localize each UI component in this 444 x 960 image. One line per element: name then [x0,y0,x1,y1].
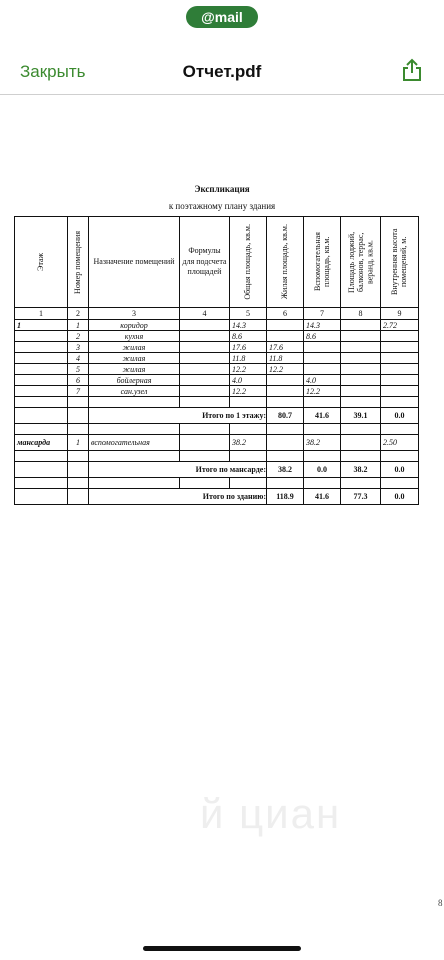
cell: 12.2 [304,386,341,397]
column-number-row [15,308,419,320]
total-value: 80.7 [267,408,304,424]
total-value: 38.2 [341,462,381,478]
cell: 17.6 [230,342,267,353]
cell: вспомогательная [89,435,180,451]
cell: 38.2 [304,435,341,451]
cell: 1 [15,320,68,331]
header-cell: Вспомогательная площадь, кв.м. [304,217,341,308]
cell [180,353,230,364]
cell: жилая [89,342,180,353]
cell: 12.2 [267,364,304,375]
cell [267,375,304,386]
table-row [15,320,419,331]
header-cell: Общая площадь, кв.м. [230,217,267,308]
cell [341,331,381,342]
blank-row [15,478,419,489]
cell: бойлерная [89,375,180,386]
column-number: 6 [267,308,304,320]
cell [381,375,419,386]
column-number: 2 [68,308,89,320]
nav-bar [0,48,444,94]
cell [341,364,381,375]
cell [381,331,419,342]
cell [341,353,381,364]
watermark: й циан [200,790,342,837]
cell [341,342,381,353]
cell [180,435,230,451]
cell: 38.2 [230,435,267,451]
cell: 12.2 [230,386,267,397]
header-cell: Этаж [15,217,68,308]
cell: жилая [89,353,180,364]
cell: мансарда [15,435,68,451]
cell [267,386,304,397]
cell [180,342,230,353]
cell [381,386,419,397]
cell: 8.6 [304,331,341,342]
header-cell: Внутренняя высота помещений, м. [381,217,419,308]
mail-badge[interactable]: @mail [186,6,258,28]
cell: 3 [68,342,89,353]
table-row [15,375,419,386]
close-button[interactable]: Закрыть [20,62,86,81]
cell: сан.узел [89,386,180,397]
header-cell: Номер помещения [68,217,89,308]
column-number: 7 [304,308,341,320]
table-row [15,331,419,342]
total-mansard-row [15,462,419,478]
table-row [15,364,419,375]
total-value: 118.9 [267,489,304,505]
cell: 8.6 [230,331,267,342]
cell [15,364,68,375]
cell [381,353,419,364]
cell [15,342,68,353]
total-value: 0.0 [381,408,419,424]
cell: 4 [68,353,89,364]
share-icon[interactable] [402,58,422,82]
blank-row [15,451,419,462]
total-building-row [15,489,419,505]
next-page-number: 8 [438,898,443,908]
cell: 12.2 [230,364,267,375]
column-number: 8 [341,308,381,320]
cell: кухня [89,331,180,342]
cell [341,375,381,386]
total-label: Итого по мансарде: [89,462,267,478]
cell: 1 [68,320,89,331]
total-value: 39.1 [341,408,381,424]
cell [341,435,381,451]
column-number: 3 [89,308,180,320]
cell [341,320,381,331]
cell: 2.72 [381,320,419,331]
total-value: 0.0 [304,462,341,478]
table-row [15,342,419,353]
document-title: Отчет.pdf [182,62,262,81]
header-cell: Формулы для подсчета площадей [180,217,230,308]
cell: 1 [68,435,89,451]
cell [304,342,341,353]
cell [267,331,304,342]
cell [15,331,68,342]
cell [267,435,304,451]
total-value: 77.3 [341,489,381,505]
pdf-page[interactable] [0,100,444,940]
cell [267,320,304,331]
total-label: Итого по 1 этажу: [89,408,267,424]
blank-row [15,397,419,408]
cell [304,364,341,375]
total-label: Итого по зданию: [89,489,267,505]
total-value: 0.0 [381,489,419,505]
home-indicator[interactable] [143,946,301,951]
total-value: 38.2 [267,462,304,478]
cell: 2 [68,331,89,342]
cell [15,386,68,397]
cell: коридор [89,320,180,331]
cell [341,386,381,397]
cell [381,342,419,353]
explication-table [14,216,419,505]
cell: 2.50 [381,435,419,451]
cell: 11.8 [267,353,304,364]
cell [304,353,341,364]
header-row [15,217,419,308]
column-number: 4 [180,308,230,320]
cell: 4.0 [230,375,267,386]
cell: 5 [68,364,89,375]
table-row [15,353,419,364]
cell [180,364,230,375]
cell: 14.3 [230,320,267,331]
total-floor1-row [15,408,419,424]
cell [180,331,230,342]
cell: жилая [89,364,180,375]
header-cell: Площадь лоджий, балконов, террас, веранд, кв.м. [341,217,381,308]
cell: 17.6 [267,342,304,353]
column-number: 5 [230,308,267,320]
column-number: 1 [15,308,68,320]
cell [15,375,68,386]
cell: 7 [68,386,89,397]
room-rows [15,320,419,397]
nav-divider [0,94,444,95]
column-number: 9 [381,308,419,320]
cell: 11.8 [230,353,267,364]
mansard-row [15,435,419,451]
header-cell: Назначение помещений [89,217,180,308]
cell: 14.3 [304,320,341,331]
cell: 6 [68,375,89,386]
cell [381,364,419,375]
cell [180,386,230,397]
cell [180,375,230,386]
doc-title: Экспликация [194,184,250,194]
cell [180,320,230,331]
cell: 4.0 [304,375,341,386]
cell [15,353,68,364]
doc-subtitle: к поэтажному плану здания [168,201,276,211]
header-cell: Жилая площадь, кв.м. [267,217,304,308]
blank-row [15,424,419,435]
table-row [15,386,419,397]
total-value: 41.6 [304,408,341,424]
total-value: 0.0 [381,462,419,478]
total-value: 41.6 [304,489,341,505]
